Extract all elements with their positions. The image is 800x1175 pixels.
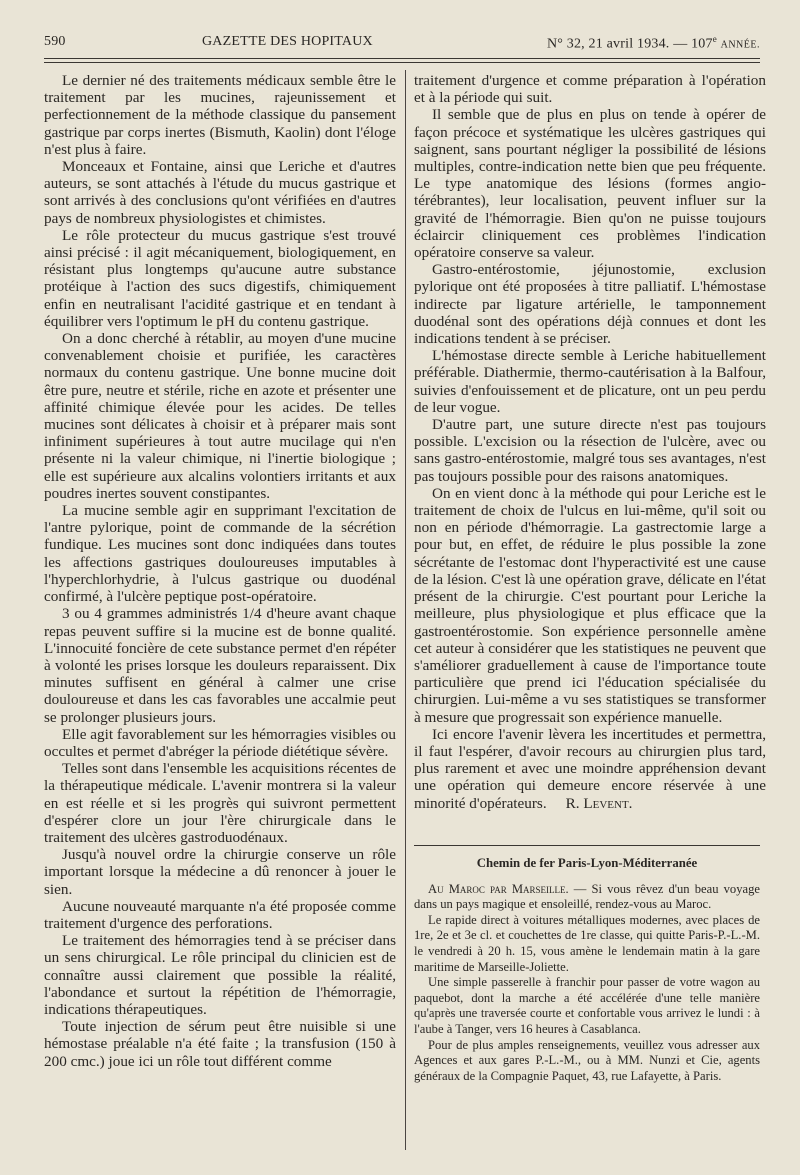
paragraph: La mucine semble agir en supprimant l'excitation de l'antre pylorique, point de commande de la sécrétion fundique. Les mucines sont donc indiquées dans toutes les affections gastriques douloureuses imputables à l'hyperchlorhydrie, à l'ulcus gastrique ou duodénal confirmé, à l'ulcère peptique post-opératoire. (44, 502, 396, 606)
advert-paragraph: Le rapide direct à voitures métalliques modernes, avec places de 1re, 2e et 3e cl. et couchettes de 1re classe, qui quitte Paris-P.-L.-M. le vendredi à 20 h. 15, vous amène le lendemain matin à la gare maritime de Marseille-Joliette. (414, 912, 760, 974)
paragraph: Le rôle protecteur du mucus gastrique s'est trouvé ainsi précisé : il agit mécaniquement, biologiquement, en résistant plus longtemps qu'aucune autre substance protéique à l'action des sucs digestifs, chimiquement enfin en neutralisant l'acidité gastrique et en tendant à équilibrer vers l'optimum le pH du contenu gastrique. (44, 226, 396, 330)
header-rule-thin (44, 62, 760, 63)
advert-paragraph: Une simple passerelle à franchir pour passer de votre wagon au paquebot, dont la marche a été accélérée d'une telle manière qu'après une traversée courte et confortable vous arrivez le lundi : à l'aube à Tanger, vers 16 heures à Casablanca. (414, 975, 760, 1036)
paragraph-last (414, 726, 766, 812)
paragraph: Il semble que de plus en plus on tende à opérer de façon précoce et systématique les ulcères gastriques qui saignent, sans pourtant négliger la possibilité de lésions multiples, contre-indication nette bien que peu fréquente. Le type anatomique des lésions (formes angio-térébrantes), leur localisation, peuvent influer sur la gravité de l'hémorragie. Bien qu'on ne puisse toujours éclaircir cliniquement ces problèmes l'indication opératoire conserve sa valeur. (414, 106, 766, 262)
page-number: 590 (44, 34, 66, 49)
journal-title: GAZETTE DES HOPITAUX (202, 34, 373, 49)
issue-year-label: ANNÉE. (720, 39, 760, 51)
paragraph: On a donc cherché à rétablir, au moyen d'une mucine convenablement choisie et purifiée, les caractères normaux du contenu gastrique. Une bonne mucine doit être pure, neutre et stérile, riche en azote et présenter une affinité chimique élevée pour les acides. De telles mucines sont délicates à choisir et à préparer mais sont infiniment supérieures à tout autre mucilage qui n'en présente ni la valeur chimique, ni l'inertie biologique ; elle est supérieure aux alcalins volontiers irritants et aux poudres inertes souvent constipantes. (44, 330, 396, 502)
paragraph: traitement d'urgence et comme préparation à l'opération et à la période qui suit. (414, 72, 766, 107)
paragraph: Telles sont dans l'ensemble les acquisitions récentes de la thérapeutique médicale. L'avenir montrera si la valeur en est réelle et si les progrès qui suivront permettent d'espérer clore un jour l'ère chirurgicale dans le traitement des ulcères gastroduodénaux. (44, 760, 396, 846)
issue-info (547, 34, 760, 53)
paragraph: Jusqu'à nouvel ordre la chirurgie conserve un rôle important lorsque la médecine a dû renoncer à jouer le sien. (44, 846, 396, 898)
paragraph: Gastro-entérostomie, jéjunostomie, exclusion pylorique ont été proposées à titre palliatif. L'hémostase indirecte par ligature artérielle, le tamponnement duodénal sont des opérations déjà connues et dont les indications tendent à se préciser. (414, 261, 766, 348)
section-rule (414, 845, 760, 846)
advert-title: Chemin de fer Paris-Lyon-Méditerranée (476, 856, 698, 870)
paragraph: Elle agit favorablement sur les hémorragies visibles ou occultes et permet d'abréger la période diététique sévère. (44, 725, 396, 760)
paragraph: On en vient donc à la méthode qui pour Leriche est le traitement de choix de l'ulcus en lui-même, qu'il soit ou non en période d'hémorragie. La gastrectomie large a pour but, en effet, de réduire le plus possible la zone sécrétante de l'estomac dont l'hyperactivité est une cause de la lésion. C'est là une opération grave, délicate en l'état présent de la chirurgie. C'est pourtant pour Leriche la meilleure, plus physiologique et plus efficace que la gastroentérostomie. Son expérience personnelle amène cet auteur à considérer que les statistiques ne peuvent que s'améliorer graduellement à cause de l'importance toute particulière que prend ici l'éducation spécialisée du chirurgien. Lui-même a vu ses statistiques se transformer à mesure que progressait son expérience manuelle. (414, 484, 766, 726)
header-rule (44, 58, 760, 59)
left-column (44, 72, 396, 1157)
paragraph: Le traitement des hémorragies tend à se préciser dans un sens chirurgical. Le rôle principal du clinicien est de connaître aussi clairement que possible la réalité, l'abondance et surtout la répétition de l'hémorragie, indications thérapeutiques. (44, 932, 396, 1018)
advert-paragraph (414, 882, 760, 913)
advert-lead: Au Maroc par Marseille. (428, 881, 569, 896)
right-column (414, 72, 766, 852)
page-header (44, 34, 760, 54)
author-signature: R. Levent. (565, 794, 633, 812)
issue-date: N° 32, 21 avril 1934. — 107 (546, 36, 713, 52)
issue-ordinal: e (712, 34, 717, 44)
paragraph: Aucune nouveauté marquante n'a été proposée comme traitement d'urgence des perforations. (44, 897, 396, 932)
paragraph: 3 ou 4 grammes administrés 1/4 d'heure avant chaque repas peuvent suffire si la mucine est de bonne qualité. L'innocuité foncière de cete substance permet d'en répéter à volonté les prises lorsque les douleurs reparaissent. Dix minutes suffisent en général à calmer une crise douloureuse et dans les cas favorables une accalmie peut se prolonger plusieurs jours. (44, 605, 396, 726)
paragraph: L'hémostase directe semble à Leriche habituellement préférable. Diathermie, thermo-cautérisation à la Balfour, suivies d'enfouissement et de plicature, ont un peu perdu de leur vogue. (414, 347, 766, 416)
paragraph: Le dernier né des traitements médicaux semble être le traitement par les mucines, rajeunissement et perfectionnement de la méthode classique du pansement gastrique par corps inertes (Bismuth, Kaolin) dont l'éloge n'est plus à faire. (44, 72, 396, 158)
paragraph: D'autre part, une suture directe n'est pas toujours possible. L'excision ou la résection de l'ulcère, avec ou sans gastro-entérostomie, malgré tous ses avantages, n'est pas toujours possible pour des raisons anatomiques. (414, 416, 766, 485)
railway-advert (414, 852, 760, 1084)
advert-paragraph: Pour de plus amples renseignements, veuillez vous adresser aux Agences et aux gares P.-L.-M., ou à MM. Nunzi et Cie, agents généraux de la Compagnie Paquet, 43, rue Lafayette, à Paris. (414, 1037, 760, 1083)
paragraph: Monceaux et Fontaine, ainsi que Leriche et d'autres auteurs, se sont attachés à l'étude du mucus gastrique et sont arrivés à des conclusions qu'ont vérifiées en d'autres pays de nombreux physiologistes et chimistes. (44, 158, 396, 227)
closing-text: Ici encore l'avenir lèvera les incertitudes et permettra, il faut l'espérer, d'avoir recours au chirurgien plus tard, plus rarement et avec une moindre appréhension devant une opération qui demeure encore réservée à une minorité d'opérateurs. (414, 725, 766, 812)
column-divider (405, 70, 406, 1150)
advert-text: — Si vous rêvez d'un beau voyage dans un pays magique et ensoleillé, rendez-vous au Maroc. (414, 881, 760, 912)
paragraph: Toute injection de sérum peut être nuisible si une hémostase préalable n'a été faite ; la transfusion (150 à 200 cmc.) joue ici un rôle tout différent comme (44, 1018, 396, 1070)
